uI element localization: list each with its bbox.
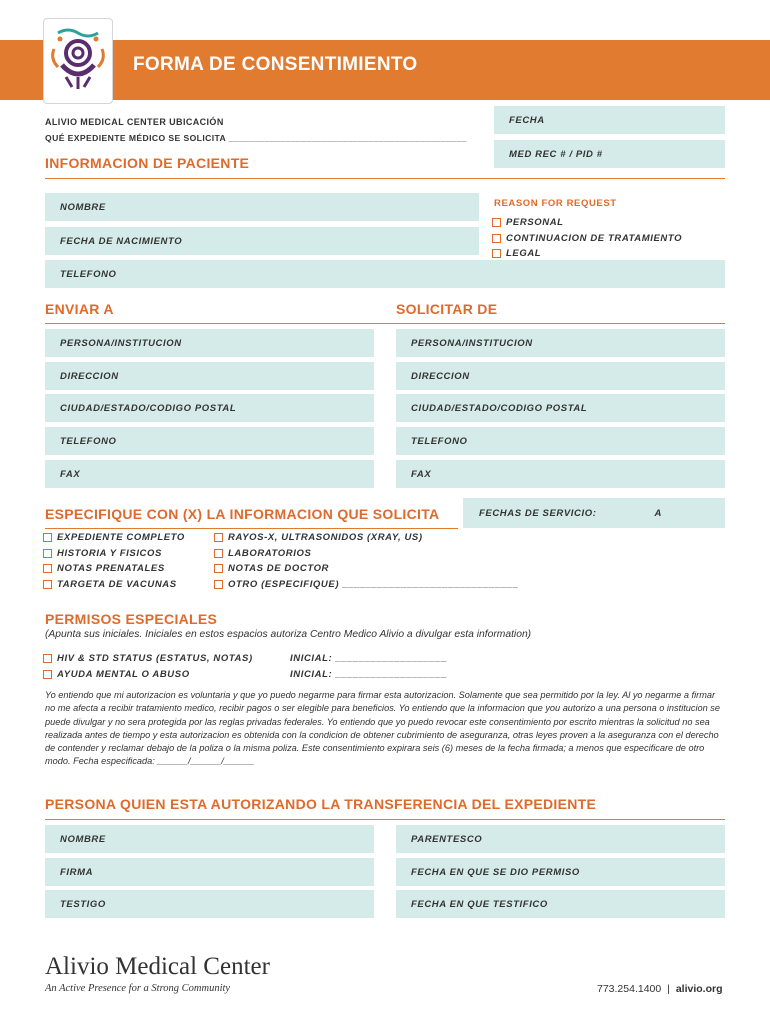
send-to-title: ENVIAR A: [45, 301, 114, 317]
section-divider: [45, 819, 725, 820]
witness-field[interactable]: TESTIGO: [45, 890, 374, 918]
org-name: Alivio Medical Center: [45, 953, 270, 980]
service-dates-to-label: A: [654, 507, 662, 519]
medrec-field[interactable]: MED REC # / PID #: [494, 140, 725, 168]
info-option[interactable]: HISTORIA Y FISICOS: [43, 546, 185, 562]
info-option[interactable]: NOTAS PRENATALES: [43, 561, 185, 577]
fecha-field[interactable]: FECHA: [494, 106, 725, 134]
checkbox[interactable]: [214, 580, 223, 589]
initial-field[interactable]: INICIAL: ___________________: [290, 668, 448, 680]
special-permissions-subtitle: (Apunta sus iniciales. Iniciales en estos espacios autoriza Centro Medico Alivio a divulgar esta information): [45, 629, 532, 640]
checkbox[interactable]: [214, 564, 223, 573]
spiral-logo-icon: [44, 19, 112, 103]
signature-field[interactable]: FIRMA: [45, 858, 374, 886]
permissions-checklist: [43, 651, 253, 682]
info-option[interactable]: EXPEDIENTE COMPLETO: [43, 530, 185, 546]
info-option[interactable]: OTRO (ESPECIFIQUE) ______________________________: [214, 577, 519, 593]
checkbox[interactable]: [214, 533, 223, 542]
checkbox[interactable]: [214, 549, 223, 558]
request-from-city-field[interactable]: CIUDAD/ESTADO/CODIGO POSTAL: [396, 394, 725, 422]
witness-date-field[interactable]: FECHA EN QUE TESTIFICO: [396, 890, 725, 918]
checkbox[interactable]: [492, 234, 501, 243]
info-option[interactable]: NOTAS DE DOCTOR: [214, 561, 519, 577]
info-requested-title: ESPECIFIQUE CON (X) LA INFORMACION QUE SOLICITA: [45, 506, 440, 522]
patient-phone-field[interactable]: TELEFONO: [45, 260, 725, 288]
send-to-phone-field[interactable]: TELEFONO: [45, 427, 374, 455]
send-to-institution-field[interactable]: PERSONA/INSTITUCION: [45, 329, 374, 357]
send-to-city-field[interactable]: CIUDAD/ESTADO/CODIGO POSTAL: [45, 394, 374, 422]
authorizer-name-field[interactable]: NOMBRE: [45, 825, 374, 853]
section-divider: [45, 323, 725, 324]
request-from-address-field[interactable]: DIRECCION: [396, 362, 725, 390]
initial-field[interactable]: INICIAL: ___________________: [290, 653, 448, 665]
consent-paragraph: Yo entiendo que mi autorizacion es voluntaria y que yo puedo negarme para firmar esta autorizacion. Solamente que sea permitido por la ley. Al yo negarme a firmar no me afecta a recibir tratamiento medico, recibir pagos o ser elegible para beneficios. Yo entiendo que la informacion que you autorizo a una persona o institucion se puede divulgar y no sera protegida por las reglas privadas federales. Yo entiendo que yo puedo revocar este consentimiento por escrito mientras la solicitud no sea realizada antes de tiempo y esta autorizacion es obtenida con la condicion de obtener cubrimiento de aseguranza, otras leyes proven a la aseguranza con el derecho de contender y reclamar debajo de la poliza o la misma poliza. Este consentimiento expirara seis (6) meses de la fecha firmada; a menos que especificare de otro modo. Fecha especificada: ______/______/______: [45, 690, 721, 767]
permission-date-field[interactable]: FECHA EN QUE SE DIO PERMISO: [396, 858, 725, 886]
checkbox[interactable]: [43, 549, 52, 558]
request-from-title: SOLICITAR DE: [396, 301, 498, 317]
checkbox[interactable]: [43, 564, 52, 573]
checkbox[interactable]: [492, 249, 501, 258]
send-to-fax-field[interactable]: FAX: [45, 460, 374, 488]
birthdate-field[interactable]: FECHA DE NACIMIENTO: [45, 227, 479, 255]
authorizer-title: PERSONA QUIEN ESTA AUTORIZANDO LA TRANSFERENCIA DEL EXPEDIENTE: [45, 796, 597, 812]
checkbox[interactable]: [43, 670, 52, 679]
info-option[interactable]: RAYOS-X, ULTRASONIDOS (XRAY, US): [214, 530, 519, 546]
clinic-logo: [43, 18, 113, 104]
records-requested-label: QUÉ EXPEDIENTE MÉDICO SE SOLICITA ______________________________________________: [45, 133, 467, 143]
reason-option-personal[interactable]: PERSONAL: [492, 215, 682, 231]
permission-option-mental-health[interactable]: AYUDA MENTAL O ABUSO: [43, 667, 253, 683]
checkbox[interactable]: [43, 580, 52, 589]
patient-name-field[interactable]: NOMBRE: [45, 193, 479, 221]
footer-contact: [597, 983, 723, 995]
relationship-field[interactable]: PARENTESCO: [396, 825, 725, 853]
service-dates-label: FECHAS DE SERVICIO:: [479, 507, 597, 519]
form-title: FORMA DE CONSENTIMIENTO: [133, 54, 418, 75]
info-option[interactable]: TARGETA DE VACUNAS: [43, 577, 185, 593]
service-dates-field[interactable]: [463, 498, 725, 528]
checkbox[interactable]: [43, 533, 52, 542]
info-option[interactable]: LABORATORIOS: [214, 546, 519, 562]
permission-option-hiv-std[interactable]: HIV & STD STATUS (ESTATUS, NOTAS): [43, 651, 253, 667]
initials-column: [290, 651, 447, 682]
reason-option-continuation[interactable]: CONTINUACION DE TRATAMIENTO: [492, 231, 682, 247]
info-checklist-right: [214, 530, 519, 592]
phone-number: 773.254.1400: [597, 983, 662, 995]
checkbox[interactable]: [492, 218, 501, 227]
section-divider: [45, 178, 725, 179]
section-divider: [45, 528, 458, 529]
reason-title: REASON FOR REQUEST: [494, 198, 617, 209]
request-from-institution-field[interactable]: PERSONA/INSTITUCION: [396, 329, 725, 357]
request-from-phone-field[interactable]: TELEFONO: [396, 427, 725, 455]
send-to-address-field[interactable]: DIRECCION: [45, 362, 374, 390]
request-from-fax-field[interactable]: FAX: [396, 460, 725, 488]
checkbox[interactable]: [43, 654, 52, 663]
patient-info-title: INFORMACION DE PACIENTE: [45, 155, 250, 171]
org-tagline: An Active Presence for a Strong Community: [45, 983, 231, 994]
contact-separator: |: [667, 983, 670, 995]
reason-option-legal[interactable]: LEGAL: [492, 246, 682, 262]
info-checklist-left: [43, 530, 185, 592]
website-link[interactable]: alivio.org: [675, 983, 723, 995]
special-permissions-title: PERMISOS ESPECIALES: [45, 611, 218, 627]
reason-checklist: [492, 215, 682, 262]
location-label: ALIVIO MEDICAL CENTER UBICACIÓN: [45, 117, 224, 127]
